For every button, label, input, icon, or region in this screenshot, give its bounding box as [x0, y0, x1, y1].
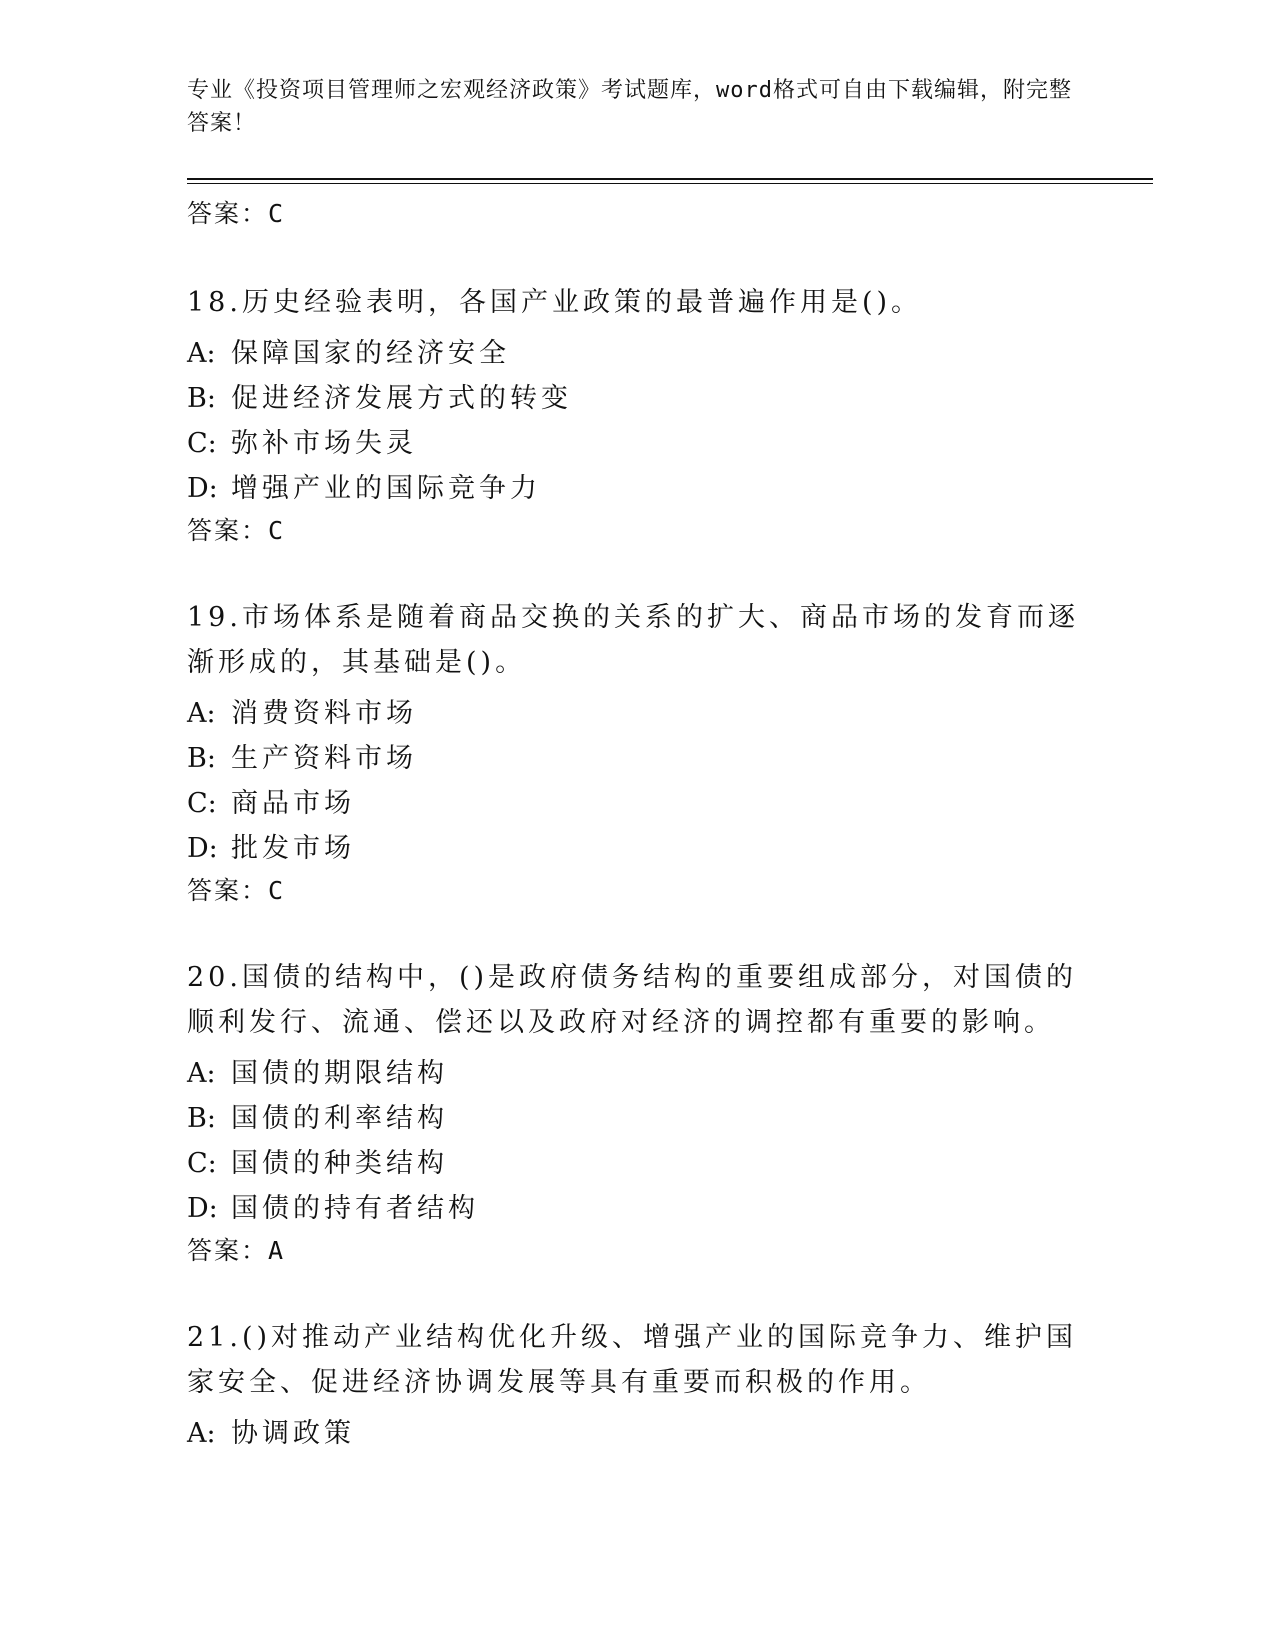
question-20-option-c — [187, 1141, 448, 1180]
question-19-option-a — [187, 691, 417, 730]
answer-value: C — [268, 876, 286, 905]
question-20-option-a — [187, 1051, 448, 1090]
option-text: 批发市场 — [231, 833, 355, 864]
option-text: 国债的种类结构 — [231, 1148, 448, 1179]
answer-value: C — [268, 199, 286, 228]
question-19-option-d — [187, 826, 355, 865]
answer-value: A — [268, 1236, 286, 1265]
question-18-option-d — [187, 466, 541, 505]
option-letter: A: — [187, 338, 216, 369]
answer-line-q18 — [187, 511, 285, 547]
option-text: 促进经济发展方式的转变 — [231, 383, 572, 414]
option-text: 国债的期限结构 — [231, 1058, 448, 1089]
option-letter: A: — [187, 1418, 216, 1449]
question-19-stem: 19.市场体系是随着商品交换的关系的扩大、商品市场的发育而逐渐形成的，其基础是()。 — [187, 602, 1079, 678]
answer-label: 答案： — [187, 876, 269, 905]
question-21-option-a — [187, 1411, 355, 1450]
option-letter: A: — [187, 1058, 216, 1089]
option-letter: C: — [187, 428, 217, 459]
option-text: 弥补市场失灵 — [231, 428, 417, 459]
question-18-stem: 18.历史经验表明，各国产业政策的最普遍作用是()。 — [187, 287, 923, 318]
option-letter: B: — [187, 743, 216, 774]
header-divider-thick — [187, 178, 1153, 180]
answer-label: 答案： — [187, 199, 269, 228]
question-18-option-b — [187, 376, 572, 415]
option-letter: D: — [187, 1193, 218, 1224]
option-text: 保障国家的经济安全 — [231, 338, 510, 369]
question-20-option-d — [187, 1186, 479, 1225]
answer-line-q19 — [187, 871, 285, 907]
option-letter: D: — [187, 833, 218, 864]
answer-line-q17 — [187, 194, 285, 230]
question-20-stem: 20.国债的结构中，()是政府债务结构的重要组成部分，对国债的顺利发行、流通、偿还以及政府对经济的调控都有重要的影响。 — [187, 962, 1078, 1038]
answer-label: 答案： — [187, 516, 269, 545]
option-text: 国债的持有者结构 — [231, 1193, 479, 1224]
option-text: 协调政策 — [231, 1418, 355, 1449]
answer-value: C — [268, 516, 286, 545]
document-header: 专业《投资项目管理师之宏观经济政策》考试题库，word格式可自由下载编辑，附完整答案！ — [187, 78, 1072, 136]
header-divider-thin — [187, 183, 1153, 184]
option-text: 生产资料市场 — [231, 743, 417, 774]
question-19-option-c — [187, 781, 355, 820]
option-letter: C: — [187, 788, 217, 819]
question-19-option-b — [187, 736, 417, 775]
answer-line-q20 — [187, 1231, 285, 1267]
question-18-option-c — [187, 421, 417, 460]
question-21-stem: 21.()对推动产业结构优化升级、增强产业的国际竞争力、维护国家安全、促进经济协调发展等具有重要而积极的作用。 — [187, 1322, 1078, 1398]
option-text: 商品市场 — [231, 788, 355, 819]
question-20-option-b — [187, 1096, 448, 1135]
option-text: 消费资料市场 — [231, 698, 417, 729]
option-letter: C: — [187, 1148, 217, 1179]
option-letter: D: — [187, 473, 218, 504]
option-text: 国债的利率结构 — [231, 1103, 448, 1134]
answer-label: 答案： — [187, 1236, 269, 1265]
question-18-option-a — [187, 331, 510, 370]
option-letter: B: — [187, 383, 216, 414]
option-text: 增强产业的国际竞争力 — [231, 473, 541, 504]
option-letter: B: — [187, 1103, 216, 1134]
option-letter: A: — [187, 698, 216, 729]
